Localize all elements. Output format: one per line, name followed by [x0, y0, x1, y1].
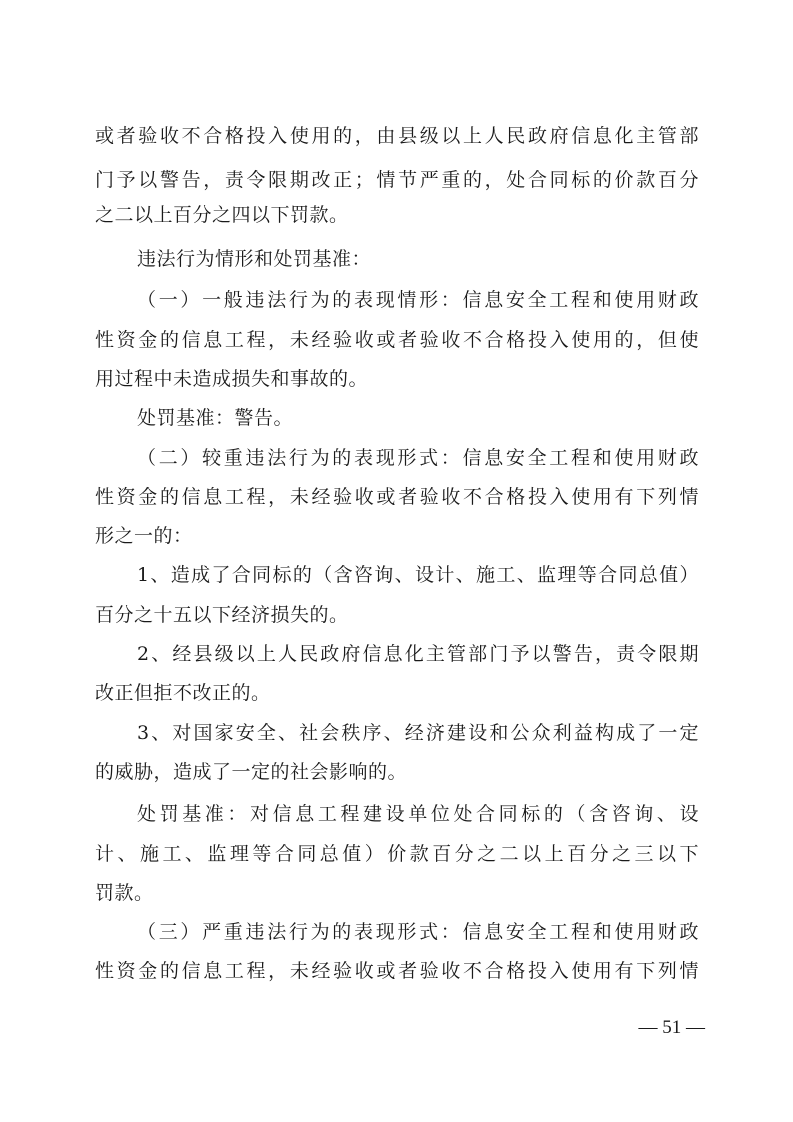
- text-line: （一）一般违法行为的表现情形：信息安全工程和使用财政: [137, 289, 699, 311]
- text-line: 处罚基准：对信息工程建设单位处合同标的（含咨询、设: [137, 803, 699, 825]
- text-line: 改正但拒不改正的。: [95, 682, 271, 704]
- text-line: 1、造成了合同标的（含咨询、设计、施工、监理等合同总值）: [137, 564, 699, 586]
- section-heading: 违法行为情形和处罚基准：: [137, 248, 372, 270]
- text-line: 门予以警告，责令限期改正；情节严重的，处合同标的价款百分: [95, 169, 699, 191]
- text-line: 罚款。: [95, 882, 154, 904]
- text-line: （二）较重违法行为的表现形式：信息安全工程和使用财政: [137, 447, 699, 469]
- text-line: 或者验收不合格投入使用的，由县级以上人民政府信息化主管部: [95, 125, 699, 147]
- text-line: 性资金的信息工程，未经验收或者验收不合格投入使用的，但使: [95, 329, 699, 351]
- text-line: 处罚基准：警告。: [137, 407, 294, 429]
- text-line: 2、经县级以上人民政府信息化主管部门予以警告，责令限期: [137, 643, 699, 665]
- text-line: 性资金的信息工程，未经验收或者验收不合格投入使用有下列情: [95, 960, 699, 982]
- text-line: 计、施工、监理等合同总值）价款百分之二以上百分之三以下: [95, 843, 699, 865]
- text-line: 之二以上百分之四以下罚款。: [95, 204, 349, 226]
- text-line: 的威胁，造成了一定的社会影响的。: [95, 761, 408, 783]
- text-line: （三）严重违法行为的表现形式：信息安全工程和使用财政: [137, 921, 699, 943]
- text-line: 百分之十五以下经济损失的。: [95, 604, 349, 626]
- text-line: 性资金的信息工程，未经验收或者验收不合格投入使用有下列情: [95, 486, 699, 508]
- text-line: 形之一的：: [95, 525, 193, 547]
- text-line: 3、对国家安全、社会秩序、经济建设和公众利益构成了一定: [137, 722, 699, 744]
- page-number: — 51 —: [638, 1017, 705, 1038]
- text-line: 用过程中未造成损失和事故的。: [95, 368, 369, 390]
